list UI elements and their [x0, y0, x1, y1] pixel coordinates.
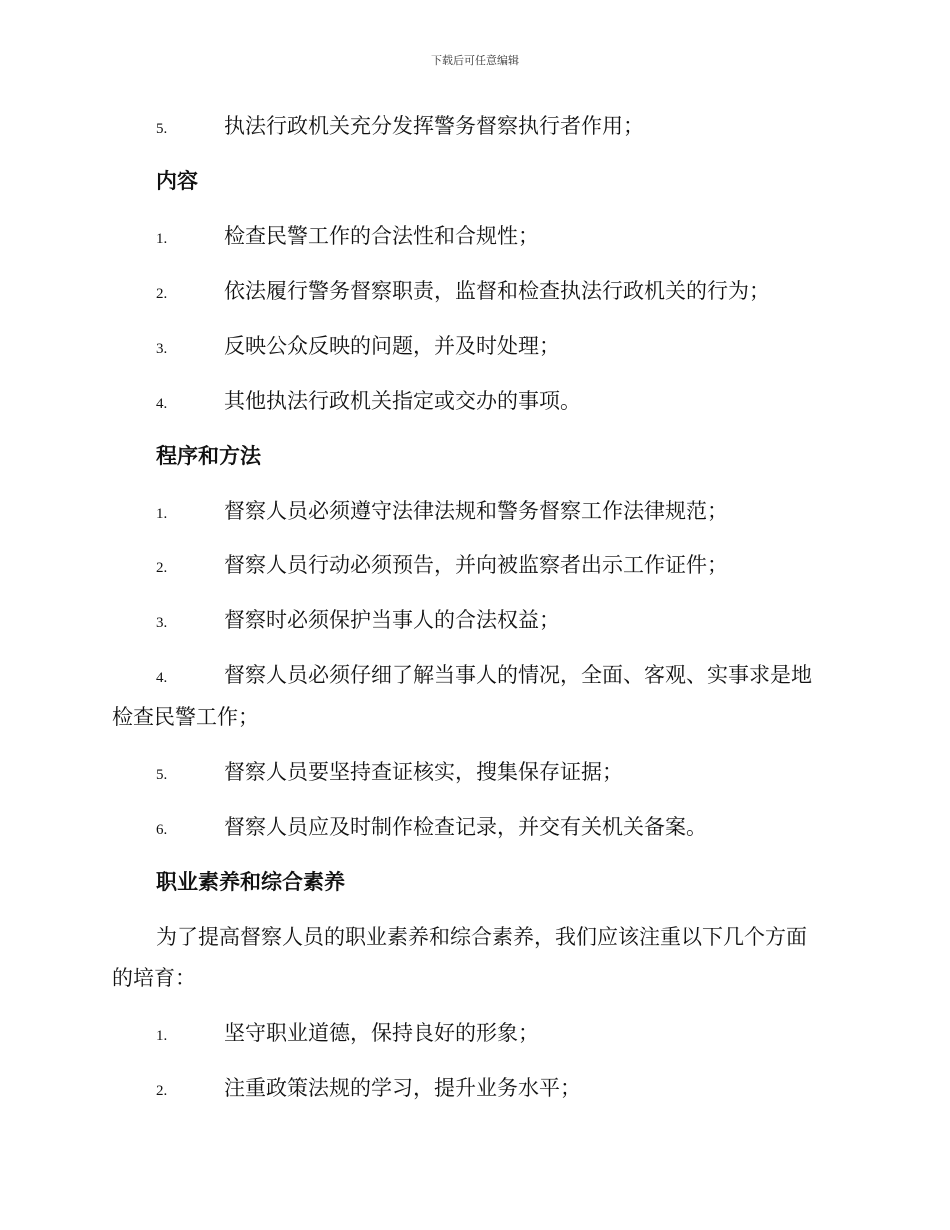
list-item [156, 1019, 539, 1050]
list-item-number: 6. [156, 822, 168, 838]
list-item-text: 其他执法行政机关指定或交办的事项。 [224, 389, 581, 413]
list-item [156, 758, 623, 789]
list-item-number: 2. [156, 560, 168, 576]
paragraph-line: 的培育： [112, 966, 196, 990]
list-item-number: 3. [156, 615, 168, 631]
list-item [156, 661, 812, 692]
list-item-number: 3. [156, 341, 168, 357]
list-item-text: 督察人员要坚持查证核实，搜集保存证据； [224, 760, 623, 784]
list-item-text: 坚守职业道德，保持良好的形象； [224, 1021, 539, 1045]
list-item [156, 222, 539, 253]
list-item-text: 督察人员应及时制作检查记录，并交有关机关备案。 [224, 815, 707, 839]
list-item-continuation: 检查民警工作； [112, 705, 259, 729]
list-item-number: 1. [156, 231, 168, 247]
list-item-text: 督察人员必须遵守法律法规和警务督察工作法律规范； [224, 499, 728, 523]
list-item [156, 387, 581, 418]
list-item [156, 1074, 581, 1105]
list-item-text: 注重政策法规的学习，提升业务水平； [224, 1076, 581, 1100]
list-item-text: 督察时必须保护当事人的合法权益； [224, 608, 560, 632]
list-item-number: 1. [156, 506, 168, 522]
list-item [156, 332, 560, 363]
list-item-text: 执法行政机关充分发挥警务督察执行者作用； [224, 114, 644, 138]
list-item [156, 277, 770, 308]
list-item-number: 4. [156, 396, 168, 412]
list-item-number: 1. [156, 1028, 168, 1044]
list-item-number: 2. [156, 1083, 168, 1099]
list-item [156, 497, 728, 528]
list-item [156, 112, 644, 143]
list-item-number: 5. [156, 767, 168, 783]
list-item [156, 813, 707, 844]
page-header: 下载后可任意编辑 [431, 54, 519, 67]
list-item-number: 2. [156, 286, 168, 302]
list-item [156, 551, 728, 582]
list-item [156, 606, 560, 637]
list-item-text: 反映公众反映的问题，并及时处理； [224, 334, 560, 358]
list-item-text: 督察人员行动必须预告，并向被监察者出示工作证件； [224, 553, 728, 577]
paragraph-line: 为了提高督察人员的职业素养和综合素养，我们应该注重以下几个方面 [156, 925, 807, 949]
section-heading-procedure: 程序和方法 [156, 443, 261, 468]
section-heading-content: 内容 [156, 168, 198, 193]
list-item-number: 5. [156, 121, 168, 137]
list-item-text: 依法履行警务督察职责，监督和检查执法行政机关的行为； [224, 279, 770, 303]
section-heading-quality: 职业素养和综合素养 [156, 869, 345, 894]
list-item-text: 检查民警工作的合法性和合规性； [224, 224, 539, 248]
list-item-text: 督察人员必须仔细了解当事人的情况，全面、客观、实事求是地 [224, 663, 812, 687]
list-item-number: 4. [156, 670, 168, 686]
